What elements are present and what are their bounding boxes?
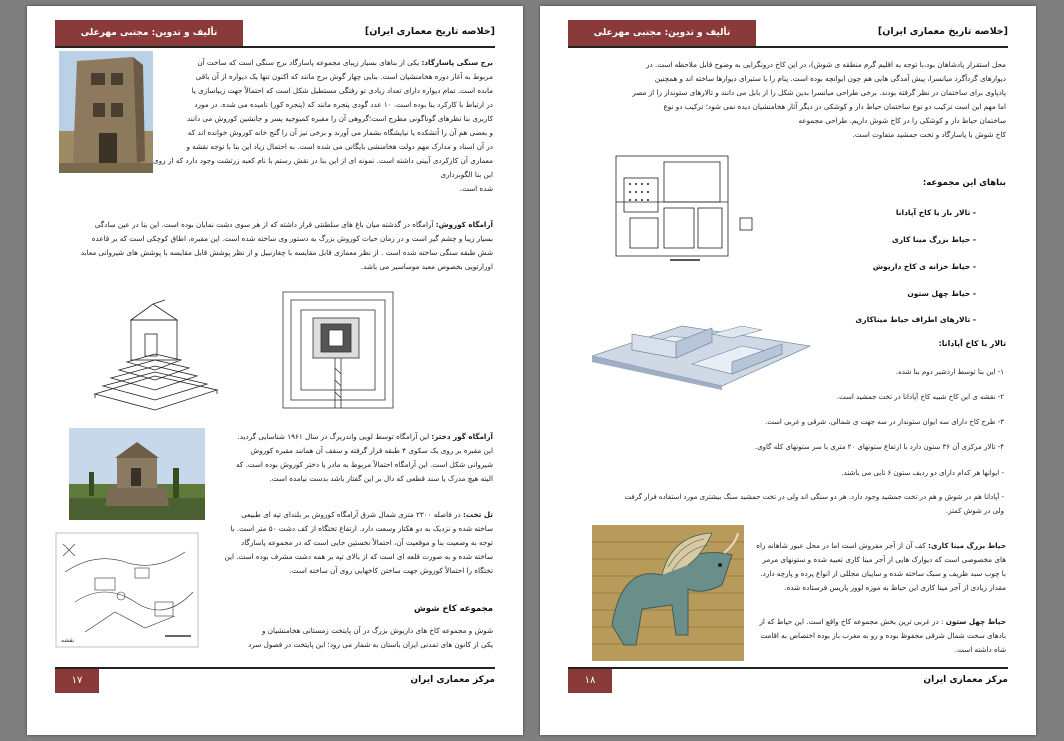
building-item: - حیاط بزرگ مینا کاری	[891, 235, 976, 244]
apadana-note: ۱- این بنا توسط اردشیر دوم بنا شده.	[895, 368, 1004, 376]
page-header	[55, 20, 495, 48]
apadana-note: ۳- طرح کاخ دارای سه ایوان ستوندار در سه جهت ی شمالی، شرقی و غربی است.	[764, 418, 1004, 426]
header-author-box: تألیف و تدوین: مجتبی مهرعلی	[568, 20, 756, 46]
glazed-brick-relief-photo	[592, 525, 744, 661]
susa-paragraph: شوش و مجموعه کاخ های داریوش بزرگ در آن پایتخت زمستانی هخامنشیان و یکی از کانون های تمدنی ایران باستان به شمار می رود؛ این پایتخت در فصول سرد	[248, 626, 493, 649]
footer-title: مرکز معماری ایران	[923, 675, 1008, 685]
stone-tower-paragraph: برج سنگی پاسارگاد: یکی از بناهای بسیار زیبای مجموعه پاسارگاد برج سنگی است که ساخت آن مربوط به آغاز دوره هخامنشیان است. بنایی چهار گوش برج مانند که اکنون تنها یک دیواره از آن باقی مانده است. تمام دیواره دارای تعداد زیادی تو رفتگی مستطیل شکل است که احتمالاً جهت زیباسازی یا در ارتباط با کارکرد بنا بوده است. ۱۰ عدد گودی پنجره مانند که (پنجره کور) نامیده می شده. در مورد کاربری بنا نظرهای گوناگونی مطرح است؛گروهی آن را مقبره کمبوجیه پسر و جانشین کوروش می دانند و بعضی هم آن را آتشکده یا نیایشگاه بشمار می آورند و برخی نیز آن را گنج خانه کوروش خوانده اند که در آن اسناد و مدارک مهم دولت هخامنشی بایگانی می شده است. به احتمال زیاد این بنا با توجه نقشه و معماری آن کارکردی آیینی داشته است. نمونه ای از این بنا در نقش رستم با نام کعبه زرتشت وجود دارد که از روی این بنا الگوبرداری شده است.	[153, 58, 493, 193]
map-label: نقشه	[61, 637, 75, 644]
footer-title: مرکز معماری ایران	[410, 675, 495, 685]
building-item: - تالارهای اطراف حیاط میناکاری	[855, 315, 976, 324]
mina-courtyard-paragraph: حیاط بزرگ مینا کاری: کف آن از آجر مفروش است اما در محل عبور شاهانه راه های مخصوصی است که دیوارک هایی از آجر مینا کاری تعبیه شده و ستونهای مرمر با چوب سبد ظریف و سبک ساخته شده و سایبان مجللی از انواع پرده و پارچه دارد. مقدار زیادی از آجر مینا کاری این حیاط به موزه لوور پاریس فرستاده شده.	[756, 541, 1006, 592]
page-17	[27, 6, 523, 735]
building-item: - حیاط خزانه ی کاخ داریوش	[872, 262, 976, 271]
page-number: ۱۷	[55, 669, 99, 693]
header-title: [خلاصه تاریخ معماری ایران]	[877, 26, 1008, 37]
page-footer	[55, 667, 495, 693]
gur-dokhtar-paragraph: آرامگاه گور دختر: این آرامگاه توسط لویی واندربرگ در سال ۱۹۶۱ شناسایی گردید. این مقبره بر روی یک سکوی ۴ طبقه قرار گرفته و سقف آن همانند مقبره کوروش شیروانی شکل است. این آرامگاه احتمالاً مربوط به مادر یا دختر کوروش بوده است. که البته هیچ مدرک یا سند قطعی که دال بر این گفتار باشد بدست نیامده است.	[235, 432, 493, 483]
susa-palace-plan	[610, 148, 760, 266]
buildings-title: بناهای این مجموعه:	[922, 178, 1006, 188]
page-18	[540, 6, 1036, 735]
cyrus-tomb-paragraph: آرامگاه کوروش: آرامگاه در گذشته میان باغ های سلطنتی قرار داشته که از هر سوی دشت نمایان بوده است. این بنا در عین سادگی بسیار زیبا و چشم گیر است و در زمان حیات کوروش بزرگ به دستور وی ساخته شده است. این مقبره، اطاق کوچکی است که بر قاعده شش طبقه سنگی ساخته شده است . از نظر معماری قابل مقایسه با چغازنبیل و از نظر پوشش قابل مقایسه با پوشش های شیروانی معابد اورارتویی بخصوص معبد موساسیر می باشد.	[80, 220, 493, 271]
apadana-title: تالار یا کاخ آپادانا:	[938, 339, 1006, 348]
header-author-box: تألیف و تدوین: مجتبی مهرعلی	[55, 20, 243, 46]
susa-intro-paragraph: محل استقرار پادشاهان بود،با توجه به اقلیم گرم منطقه ی شوش)، در این کاخ درونگرایی به وضوح قابل ملاحظه است. در دیوارهای گردآگرد میانسرا، پیش آمدگی هایی هم چون ایوانچه بوده است. پنام را با ستبرای دیوارها ساخته اند و همچنین پادپاوی برای ساختمان در نظر گرفته بودند. برخی طراحی میانسرا بدین شکل را از بابل می دانند و تالارهای ستوندار را از مصر اما مهم این است ترکیب دو نوع ساختمان حیاط دار و کوشکی در دیگر آثار هخامنشیان دیده نمی شود؛ ترکیب دو نوع ساختمان حیاط دار و کوشکی را در کاخ شوش داریم. طراحی مجموعه کاخ شوش با پاسارگاد و تخت جمشید متفاوت است.	[632, 60, 1006, 139]
page-header	[568, 20, 1008, 48]
cyrus-tomb-plan	[279, 288, 397, 412]
apadana-note: ۲- نقشه ی این کاخ شبیه کاخ آپادانا در تخت جمشید است.	[836, 393, 1004, 401]
apadana-note: - ایوانها هر کدام دارای دو ردیف ستون ۶ تایی می باشند.	[841, 469, 1004, 477]
susa-palace-3d-model	[592, 306, 812, 390]
apadana-note-last: - آپادانا هم در شوش و هم در تخت جمشید وجود دارد. هر دو سنگی اند ولی در تخت جمشید سنگ بیشتری مورد استفاده قرار گرفت ولی در شوش کمتر.	[624, 493, 1004, 515]
tal-takht-paragraph: تل تخت: در فاصله ۲۳۰۰ متری شمال شرق آرامگاه کوروش بر بلندای تپه ای طبیعی ساخته شده و نزدیک به دو هکتار وسعت دارد. ارتفاع تختگاه از کف دشت ۵۰ متر است. با توجه به وضعیت بنا و موقعیت آن، احتمالاً نخستین جایی است که در مجموعه پاسارگاد ساخته شده و به صورت قلعه ای است که از بالای تپه بر همه دشت مشرف بوده است. این تختگاه را احتمالاً کوروش جهت ساختن کاخهایی روی آن ساخته است.	[224, 510, 493, 575]
page-footer	[568, 667, 1008, 693]
pasargad-site-map	[55, 532, 199, 648]
apadana-note: ۴- تالار مرکزی آن ۳۶ ستون دارد با ارتفاع ستونهای ۲۰ متری با سر ستونهای کله گاوی.	[754, 443, 1004, 451]
stone-tower-photo	[59, 51, 153, 173]
building-item: - تالار بار یا کاخ آپادانا	[895, 208, 976, 217]
building-item: - حیاط چهل ستون	[907, 289, 976, 298]
cyrus-tomb-drawing	[85, 294, 225, 414]
gur-dokhtar-photo	[69, 428, 205, 520]
page-number: ۱۸	[568, 669, 612, 693]
header-title: [خلاصه تاریخ معماری ایران]	[364, 26, 495, 37]
susa-section-title: مجموعه کاخ شوش	[414, 604, 493, 614]
chehel-sotun-paragraph: حیاط چهل ستون : در غربی ترین بخش مجموعه کاخ واقع است. این حیاط که از بادهای سخت شمال شرقی محفوظ بوده و رو به مغرب باز بوده اختصاص به اقامت شاه داشته است.	[759, 617, 1006, 654]
